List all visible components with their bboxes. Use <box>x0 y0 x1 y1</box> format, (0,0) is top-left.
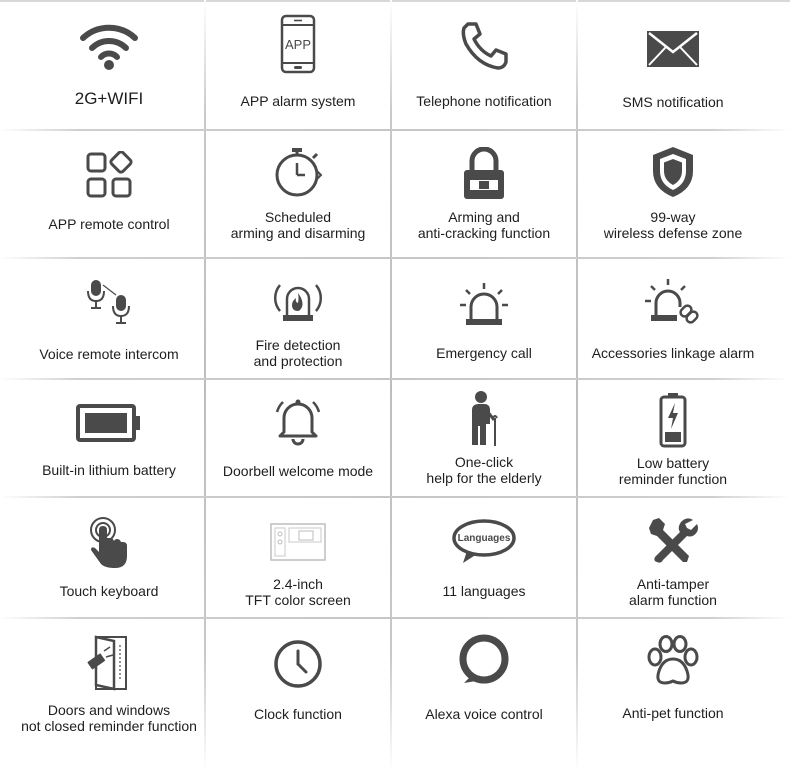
tools-icon <box>578 516 768 566</box>
alexa-ring-icon <box>392 633 576 685</box>
fire-alarm-icon <box>206 277 390 327</box>
feature-label: Emergency call <box>436 345 532 361</box>
lock-icon <box>392 147 576 201</box>
feature-anti-cracking <box>392 131 576 257</box>
feature-tft-screen <box>206 498 390 617</box>
feature-fire-detection <box>206 259 390 378</box>
feature-label: APP remote control <box>48 216 170 232</box>
envelope-icon <box>578 30 768 68</box>
feature-low-battery <box>578 380 768 496</box>
feature-anti-tamper <box>578 498 768 617</box>
feature-label: Anti-pet function <box>622 705 724 721</box>
clock-icon <box>206 639 390 689</box>
feature-elderly-help <box>392 380 576 496</box>
feature-label: Scheduled arming and disarming <box>230 209 366 241</box>
feature-telephone <box>392 0 576 129</box>
feature-label: Alexa voice control <box>425 706 543 722</box>
feature-lithium-battery <box>14 380 204 496</box>
phone-app-icon <box>206 14 390 74</box>
stopwatch-icon <box>206 145 390 199</box>
feature-2g-wifi <box>14 0 204 129</box>
feature-label: Anti-tamper alarm function <box>629 576 717 608</box>
feature-scheduled-arming <box>206 131 390 257</box>
feature-label: Doorbell welcome mode <box>222 463 374 479</box>
elderly-person-icon <box>392 390 576 448</box>
door-sensor-icon <box>14 633 204 691</box>
feature-label: Fire detection and protection <box>253 337 343 369</box>
feature-label: 2.4-inch TFT color screen <box>245 576 351 608</box>
touch-hand-icon <box>14 516 204 570</box>
feature-clock <box>206 619 390 772</box>
feature-touch-keyboard <box>14 498 204 617</box>
feature-label: One-click help for the elderly <box>426 454 542 486</box>
feature-alexa <box>392 619 576 772</box>
feature-label: Low battery reminder function <box>618 455 728 487</box>
app-icon-text: APP <box>284 37 312 52</box>
feature-label: Clock function <box>254 706 342 722</box>
feature-label: Touch keyboard <box>59 583 159 599</box>
feature-label: Doors and windows not closed reminder function <box>21 702 197 734</box>
feature-label: 2G+WIFI <box>74 89 144 108</box>
siren-icon <box>392 281 576 327</box>
languages-icon-text: Languages <box>457 533 511 544</box>
feature-door-window-reminder <box>14 619 204 772</box>
feature-label: Telephone notification <box>416 93 552 109</box>
feature-doorbell <box>206 380 390 496</box>
feature-label: Voice remote intercom <box>39 346 179 362</box>
feature-emergency-call <box>392 259 576 378</box>
wifi-icon <box>14 20 204 72</box>
feature-sms <box>578 0 768 129</box>
siren-link-icon <box>578 277 768 329</box>
feature-voice-intercom <box>14 259 204 378</box>
feature-defense-zone <box>578 131 768 257</box>
battery-icon <box>14 404 204 442</box>
feature-app-alarm <box>206 0 390 129</box>
telephone-icon <box>392 20 576 72</box>
paw-print-icon <box>578 635 768 687</box>
feature-label: 11 languages <box>442 583 526 599</box>
shield-icon <box>578 145 768 199</box>
app-grid-icon <box>14 151 204 199</box>
feature-label: APP alarm system <box>240 93 356 109</box>
bell-icon <box>206 396 390 446</box>
feature-label: Arming and anti-cracking function <box>417 209 551 241</box>
speech-bubble-icon <box>392 518 576 566</box>
feature-label: SMS notification <box>622 94 724 110</box>
feature-linkage-alarm <box>578 259 768 378</box>
feature-label: 99-way wireless defense zone <box>603 209 743 241</box>
feature-anti-pet <box>578 619 768 772</box>
feature-app-remote <box>14 131 204 257</box>
feature-languages <box>392 498 576 617</box>
screen-icon <box>206 522 390 562</box>
microphones-icon <box>14 277 204 329</box>
feature-label: Built-in lithium battery <box>42 462 176 478</box>
feature-label: Accessories linkage alarm <box>591 345 755 361</box>
battery-charge-icon <box>578 392 768 448</box>
